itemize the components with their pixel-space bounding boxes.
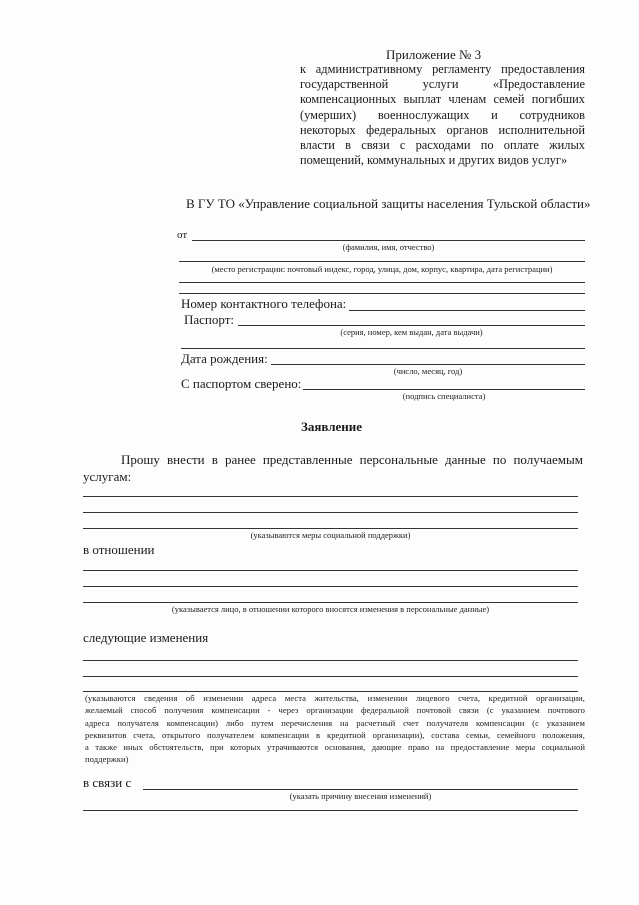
fio-field[interactable]: [192, 240, 585, 241]
regarding-field-1[interactable]: [83, 570, 578, 571]
verified-caption: (подпись специалиста): [402, 391, 486, 401]
registration-field[interactable]: [179, 261, 585, 262]
reason-field[interactable]: [143, 789, 578, 790]
phone-field[interactable]: [349, 310, 585, 311]
birthdate-field[interactable]: [271, 364, 585, 365]
regarding-label: в отношении: [83, 542, 155, 557]
registration-caption: (место регистрации: почтовый индекс, город, улица, дом, корпус, квартира, дата регистрации): [211, 264, 553, 274]
passport-caption: (серия, номер, кем выдан, дата выдачи): [340, 327, 483, 337]
passport-field[interactable]: [238, 325, 585, 326]
changes-field-2[interactable]: [83, 676, 578, 677]
appendix-reference: [300, 62, 585, 168]
request-text: [83, 451, 583, 485]
appendix-line: государственной услуги «Предоставление: [300, 77, 585, 92]
services-field-1[interactable]: [83, 496, 578, 497]
support-caption: (указываются меры социальной поддержки): [250, 530, 411, 540]
changes-note-line: реквизитов счета, открытого получателем компенсации в кредитной организации), состава семьи, семейного положения,: [85, 729, 585, 740]
person-caption: (указывается лицо, в отношении которого вносятся изменения в персональные данные): [171, 604, 490, 614]
services-field-2[interactable]: [83, 512, 578, 513]
changes-label: следующие изменения: [83, 630, 209, 645]
registration-field-3[interactable]: [179, 293, 585, 294]
appendix-line: некоторых федеральных органов исполнительной: [300, 122, 585, 137]
changes-note-line: (указываются сведения об изменении адреса места жительства, изменении лицевого счета, кредитной организации,: [85, 693, 585, 703]
verified-label: С паспортом сверено:: [181, 376, 302, 391]
appendix-title: Приложение № 3: [386, 47, 482, 62]
request-line: услугам:: [83, 469, 132, 484]
changes-note-line: желаемый способ получения компенсации - через организации федеральной почтовой связи (с указанием почтового: [85, 705, 585, 716]
reason-field-2[interactable]: [83, 810, 578, 811]
reason-caption: (указать причину внесения изменений): [289, 791, 432, 801]
changes-note-line: поддержки): [85, 754, 129, 765]
statement-title: Заявление: [301, 419, 363, 434]
appendix-line: помещений, коммунальных и других видов услуг»: [300, 153, 568, 168]
reason-label: в связи с: [83, 775, 132, 790]
addressee: В ГУ ТО «Управление социальной защиты населения Тульской области»: [186, 196, 591, 211]
fio-caption: (фамилия, имя, отчество): [342, 242, 435, 252]
birthdate-caption: (число, месяц, год): [393, 366, 463, 376]
birthdate-label: Дата рождения:: [181, 351, 268, 366]
registration-field-2[interactable]: [179, 282, 585, 283]
passport-label: Паспорт:: [184, 312, 235, 327]
appendix-line: власти в связи с расходами по оплате жилых: [300, 138, 585, 153]
changes-field-1[interactable]: [83, 660, 578, 661]
passport-field-2[interactable]: [181, 348, 585, 349]
phone-label: Номер контактного телефона:: [181, 296, 347, 311]
regarding-field-2[interactable]: [83, 586, 578, 587]
services-field-3[interactable]: [83, 528, 578, 529]
request-line: Прошу внести в ранее представленные персональные данные по получаемым: [121, 452, 583, 467]
changes-note-line: адреса получателя компенсации) либо путем перечисления на расчетный счет получателя компенсации (с указанием: [85, 717, 585, 728]
appendix-line: (умерших) военнослужащих и сотрудников: [300, 107, 585, 122]
changes-note-line: а также иных обстоятельств, при которых утрачиваются основания, дающие право на предоставление меры социальной: [85, 742, 585, 753]
appendix-line: к административному регламенту предоставления: [300, 62, 585, 76]
verified-signature-field[interactable]: [303, 389, 585, 390]
from-label: от: [177, 229, 188, 241]
regarding-field-3[interactable]: [83, 602, 578, 603]
appendix-line: компенсационных выплат членам семей погибших: [300, 92, 585, 107]
changes-note: [85, 692, 585, 766]
